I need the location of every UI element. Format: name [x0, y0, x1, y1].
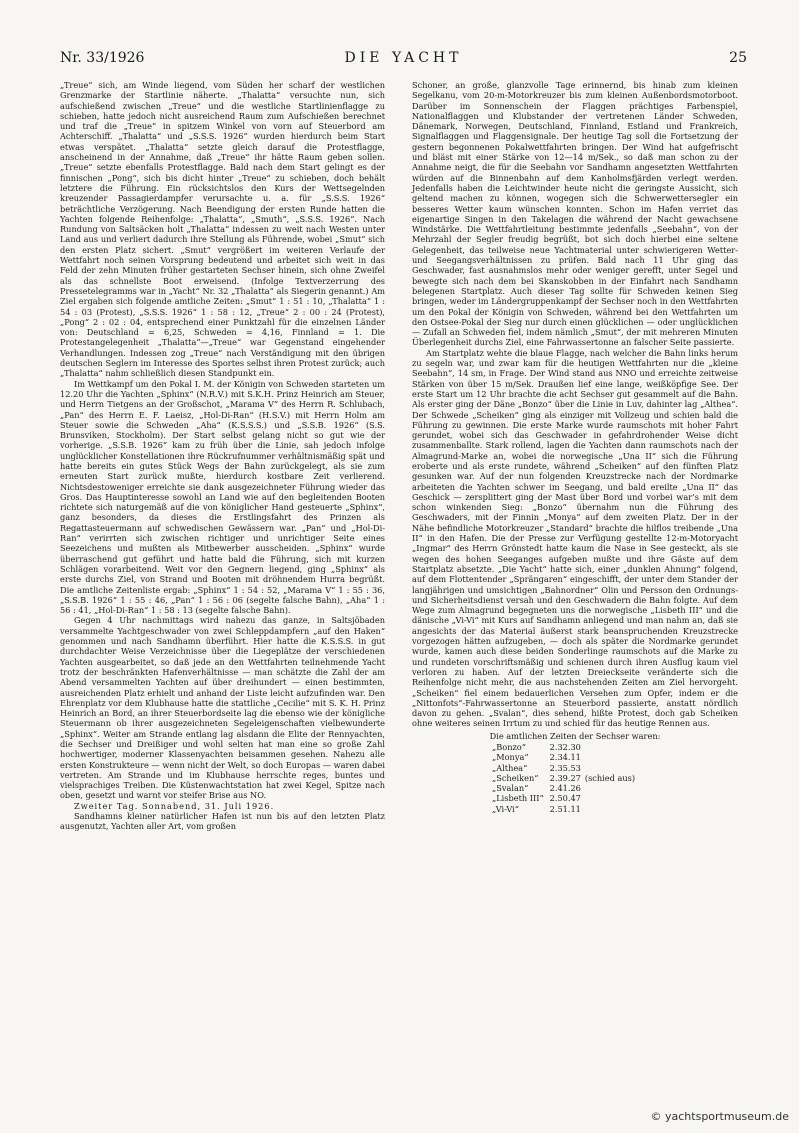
- times-note: [585, 793, 641, 803]
- times-row: [492, 763, 641, 773]
- times-time: 2.41.26: [549, 783, 581, 794]
- times-note: [585, 752, 641, 762]
- watermark-credit: © yachtsportmuseum.de: [650, 1110, 789, 1123]
- times-row: [492, 783, 641, 793]
- times-note: [585, 804, 641, 814]
- times-note: [585, 742, 641, 752]
- left-column: [60, 80, 385, 832]
- times-boat: „Scheiken“: [492, 772, 539, 783]
- section-heading: Zweiter Tag. Sonnabend, 31. Juli 1926.: [74, 800, 275, 811]
- page-number: 25: [729, 50, 747, 66]
- times-boat: „Svalan“: [492, 783, 529, 794]
- times-time: 2.39.27: [549, 772, 581, 783]
- times-time: 2.32.30: [549, 742, 581, 752]
- right-column: [412, 80, 738, 814]
- times-row: [492, 804, 641, 814]
- paragraph: Im Wettkampf um den Pokal I. M. der Königin von Schweden starteten um 12.20 Uhr die Yachten „Sphinx“ (N.R.V.) mit S.K.H. Prinz Heinrich am Steuer, und Herrn Tietgens an der Großschot, „Marama V“ des Herrn R. Schlubach, „Pan“ des Herrn E. F. Laeisz, „Hol-Di-Ran“ (H.S.V.) mit Herrn Holm am Steuer sowie die Schweden „Aha“ (K.S.S.S.) und „S.S.B. 1926“ (S.S. Brunsviken, Stockholm). Der Start selbst gelang nicht so gut wie der vorherige. „S.S.B. 1926“ kam zu früh über die Linie, sah jedoch infolge unglücklicher Konstellationen ihre Rückrufnummer verhältnismäßig spät und hatte bereits ein gutes Stück Wegs der Bahn zurückgelegt, als sie zum erneuten Start zurück mußte, hierdurch kostbare Zeit verlierend. Nichtsdestoweniger erreichte sie dank ausgezeichneter Führung wieder das Gros. Das Hauptinteresse sowohl an Land wie auf den begleitenden Booten richtete sich naturgemäß auf die von königlicher Hand gesteuerte „Sphinx“, ganz besonders, da dieses die Erstlingsfahrt des Prinzen als Regattasteuermann auf schwedischen Gewässern war. „Pan“ und „Hol-Di-Ran“ verirrten sich zwischen richtiger und unrichtiger Seite eines Seezeichens und mußten als Mitbewerber ausscheiden. „Sphinx“ wurde überraschend gut geführt und hatte bald die Führung, sich mit kurzen Schlägen vorarbeitend. Weit vor den Gegnern liegend, ging „Sphinx“ als erste durchs Ziel, von Strand und Booten mit dröhnendem Hurra begrüßt. Die amtliche Zeitenliste ergab: „Sphinx“ 1 : 54 : 52, „Marama V“ 1 : 55 : 36, „S.S.B. 1926“ 1 : 55 : 46, „Pan“ 1 : 56 : 06 (segelte falsche Bahn), „Aha“ 1 : 56 : 41, „Hol-Di-Ran“ 1 : 58 : 13 (segelte falsche Bahn).: [60, 378, 385, 616]
- magazine-title: DIE YACHT: [344, 50, 463, 66]
- times-row: [492, 793, 641, 803]
- times-table: [492, 742, 641, 814]
- times-note: (schied aus): [584, 772, 636, 783]
- times-boat: „Althea“: [492, 762, 528, 773]
- paragraph: Schoner, an große, glanzvolle Tage erinnernd, bis hinab zum kleinen Segelkanu, vom 20-m-Motorkreuzer bis zum kleinen Außenbordsmotorboot. Darüber im Sonnenschein der Flaggen prächtiges Farbenspiel, Nationalflaggen und Klubstander der vertretenen Länder Schweden, Dänemark, Norwegen, Deutschland, Finnland, Estland und Frankreich, Signalflaggen und Flaggensignale. Der heutige Tag soll die Fortsetzung der gestern begonnenen Pokalwettfahrten bringen. Der Wind hat aufgefrischt und bläst mit einer Stärke von 12—14 m/Sek., so daß man schon zu der Annahme neigt, die für die Seebahn vor Sandhamn angesetzten Wettfahrten würden auf die Binnenbahn auf dem Kanholmsfjärden verlegt werden. Jedenfalls haben die Leichtwinder heute nicht die geringste Aussicht, sich geltend machen zu können, wogegen sich die Schwerwettersegler ein besseres Wetter kaum wünschen konnten. Schon im Hafen verriet das eigenartige Singen in den Takelagen die während der Nacht gewachsene Windstärke. Die Wettfahrtleitung bestimmte jedenfalls „Seebahn“, von der Mehrzahl der Segler freudig begrüßt, bot sich doch hierbei eine seltene Gelegenheit, das teilweise neue Yachtmaterial unter schwierigeren Wetter- und Seegangsverhältnissen zu prüfen. Bald nach 11 Uhr ging das Geschwader, fast ausnahmslos mehr oder weniger gerefft, unter Segel und bewegte sich nach dem bei Skanskobben in der Einfahrt nach Sandhamn belegenen Startplatz. Auch dieser Tag sollte für Schweden keinen Sieg bringen, weder im Ländergruppenkampf der Sechser noch in den Wettfahrten um den Pokal der Königin von Schweden, während bei den Wettfahrten um den Ostsee-Pokal der Sieg nur durch einen glücklichen — oder unglücklichen — Zufall an Schweden fiel, indem nämlich „Smut“, der mit mehreren Minuten Überlegenheit durchs Ziel, eine Fahrwassertonne an falscher Seite passierte.: [412, 80, 738, 348]
- times-boat: „Monya“: [492, 752, 529, 763]
- times-boat: „Bonzo“: [492, 742, 526, 752]
- times-title: Die amtlichen Zeiten der Sechser waren:: [489, 730, 661, 741]
- times-boat: „Vi-Vi“: [492, 803, 519, 814]
- times-row: [492, 742, 641, 752]
- paragraph: „Treue“ sich, am Winde liegend, vom Süden her scharf der westlichen Grenzmarke der Startlinie näherte. „Thalatta“ versuchte nun, sich aufschießend zwischen „Treue“ und die westliche Startlinienflagge zu schieben, hatte jedoch nicht ausreichend Raum zum Aufschießen berechnet und traf die „Treue“ in spitzem Winkel von vorn auf Steuerbord am Achterschiff. „Thalatta“ und „S.S.S. 1926“ wurden hierdurch beim Start etwas verspätet. „Thalatta“ setzte gleich darauf die Protestflagge, anscheinend in der Annahme, daß „Treue“ ihr hätte Raum geben sollen. „Treue“ setzte ebenfalls Protestflagge. Bald nach dem Start gelingt es der finnischen „Pong“, sich bis dicht hinter „Treue“ zu schieben, doch behält letztere die Führung. Ein rücksichtslos den Kurs der Wettsegelnden kreuzender Passagierdampfer verursachte u. a. für „S.S.S. 1926“ beträchtliche Verzögerung. Nach Beendigung der ersten Runde hatten die Yachten folgende Reihenfolge: „Thalatta“, „Smuth“, „S.S.S. 1926“. Nach Rundung von Saltsäcken holt „Thalatta“ indessen zu weit nach Westen unter Land aus und verliert dadurch ihre Stellung als Führende, wobei „Smut“ sich den ersten Platz sichert. „Smut“ vergrößert im weiteren Verlaufe der Wettfahrt noch seinen Vorsprung bedeutend und arbeitet sich weit in das Feld der zehn Minuten früher gestarteten Sechser hinein, sich ohne Zweifel als das schnellste Boot erweisend. (Infolge Textverzerrung des Pressetelegramms war in „Yacht“ Nr. 32 „Thalatta“ als Siegerin genannt.) Am Ziel ergaben sich folgende amtliche Zeiten: „Smut“ 1 : 51 : 10, „Thalatta“ 1 : 54 : 03 (Protest), „S.S.S. 1926“ 1 : 58 : 12, „Treue“ 2 : 00 : 24 (Protest), „Pong“ 2 : 02 : 04, entsprechend einer Punktzahl für die einzelnen Länder von: Deutschland = 6,25, Schweden = 4,16, Finnland = 1. Die Protestangelegenheit „Thalatta“—„Treue“ war Gegenstand eingehender Verhandlungen. Indessen zog „Treue“ nach Verständigung mit den übrigen deutschen Seglern im Interesse des Sportes selbst ihren Protest zurück; auch „Thalatta“ nahm schließlich diesen Standpunkt ein.: [60, 80, 385, 379]
- times-row: [492, 752, 641, 762]
- times-time: 2.35.53: [549, 762, 581, 773]
- times-time: 2.50.47: [549, 793, 581, 804]
- issue-number: Nr. 33/1926: [60, 50, 145, 66]
- times-time: 2.51.11: [549, 803, 581, 814]
- times-row: [492, 773, 641, 783]
- times-time: 2.34.11: [549, 752, 581, 763]
- times-note: [585, 763, 641, 773]
- times-boat: „Lisbeth III“: [492, 793, 544, 804]
- paragraph: Am Startplatz wehte die blaue Flagge, nach welcher die Bahn links herum zu segeln war, und zwar kam für die heutigen Wettfahrten nur die „kleine Seebahn“, 14 sm, in Frage. Der Wind stand aus NNO und erreichte zeitweise Stärken von über 15 m/Sek. Draußen lief eine lange, weißköpfige See. Der erste Start um 12 Uhr brachte die acht Sechser gut gesammelt auf die Bahn. Als erster ging der Däne „Bonzo“ über die Linie in Luv, dahinter lag „Althea“. Der Schwede „Scheiken“ ging als einziger mit Vollzeug und schien bald die Führung zu gewinnen. Die erste Marke wurde raumschots mit hoher Fahrt gerundet, wobei sich das Geschwader in gefahrdrohender Weise dicht zusammenballte. Stark rollend, lagen die Yachten dann raumschots nach der Almagrund-Marke an, wobei die norwegische „Una II“ sich die Führung eroberte und als erste rundete, während „Scheiken“ auf den fünften Platz gesunken war. Auf der nun folgenden Kreuzstrecke nach der Nordmarke arbeiteten die Yachten schwer im Seegang, und bald ereilte „Una II“ das Geschick — zersplittert ging der Mast über Bord und vorbei war’s mit dem schon winkenden Sieg: „Bonzo“ übernahm nun die Führung des Geschwaders, mit der Finnin „Monya“ auf dem zweiten Platz. Der in der Nähe befindliche Motorkreuzer „Standard“ brachte die hilflos treibende „Una II“ in den Hafen. Die der Presse zur Verfügung gestellte 12-m-Motoryacht „Ingmar“ des Herrn Grönstedt hatte kaum die Nase in See gesteckt, als sie wegen des hohen Seeganges aufgeben mußte und ihre Gäste auf dem Startplatz absetzte. „Die Yacht“ hatte sich, einer „dunklen Ahnung“ folgend, auf dem Flottentender „Sprängaren“ eingeschifft, der unter dem Stander der langjährigen und umsichtigen „Bahnordner“ Olin und Persson den Ordnungs- und Sicherheitsdienst versah und den Geschwadern die Bahn folgte. Auf dem Wege zum Almagrund begegneten uns die norwegische „Lisbeth III“ und die dänische „Vi-Vi“ mit Kurs auf Sandhamn anliegend und man nahm an, daß sie angesichts der das Material äußerst stark beanspruchenden Kreuzstrecke vorgezogen hätten aufzugeben, — doch als später die Nordmarke gerundet wurde, kamen auch diese beiden Sonderlinge raumschots auf die Marke zu und rundeten vorschriftsmäßig und schienen durch ihren Ausflug kaum viel verloren zu haben. Auf der letzten Dreieckseite veränderte sich die Reihenfolge nicht mehr, die aus nachstehenden Zeiten am Ziel hervorgeht. „Scheiken“ fiel einem bedauerlichen Versehen zum Opfer, indem er die „Nittonfots“-Fahrwassertonne an Steuerbord passierte, anstatt nördlich davon zu gehen. „Svalan“, dies sehend, hißte Protest, doch gab Scheiken ohne weiteres seinen Irrtum zu und schied für das heutige Rennen aus.: [412, 347, 738, 729]
- page-header: [60, 50, 747, 72]
- paragraph: Sandhamns kleiner natürlicher Hafen ist nun bis auf den letzten Platz ausgenutzt, Yachten aller Art, vom großen: [60, 811, 385, 832]
- paragraph: Gegen 4 Uhr nachmittags wird nahezu das ganze, in Saltsjöbaden versammelte Yachtgeschwader von zwei Schleppdampfern „auf den Haken“ genommen und nach Sandhamn überführt. Hier hatte die K.S.S.S. in gut durchdachter Weise Verzeichnisse über die Liegeplätze der verschiedenen Yachten ausgearbeitet, so daß jede an den Wettfahrten teilnehmende Yacht trotz der beschränkten Hafenverhältnisse — man schätzte die Zahl der am Abend versammelten Yachten auf über dreihundert — einen bestimmten, ausreichenden Platz erhielt und anhand der Liste leicht aufzufinden war. Den Ehrenplatz vor dem Klubhause hatte die stattliche „Cecilie“ mit S. K. H. Prinz Heinrich an Bord, an ihrer Steuerbordseite lag die ebenso wie der königliche Steuermann ob ihrer ausgezeichneten Segeleigenschaften vielbewunderte „Sphinx“. Weiter am Strande entlang lag alsdann die Elite der Rennyachten, die Sechser und Dreißiger und wohl selten hat man eine so große Zahl hochwertiger, moderner Klassenyachten beisammen gesehen. Nahezu alle ersten Konstrukteure — wenn nicht der Welt, so doch Europas — waren dabei vertreten. Am Strande und im Klubhause herrschte reges, buntes und vielsprachiges Treiben. Die Küstenwachtstation hat zwei Kegel, Spitze nach oben, gesetzt und warnt vor steifer Brise aus NO.: [60, 615, 385, 801]
- times-note: [585, 783, 641, 793]
